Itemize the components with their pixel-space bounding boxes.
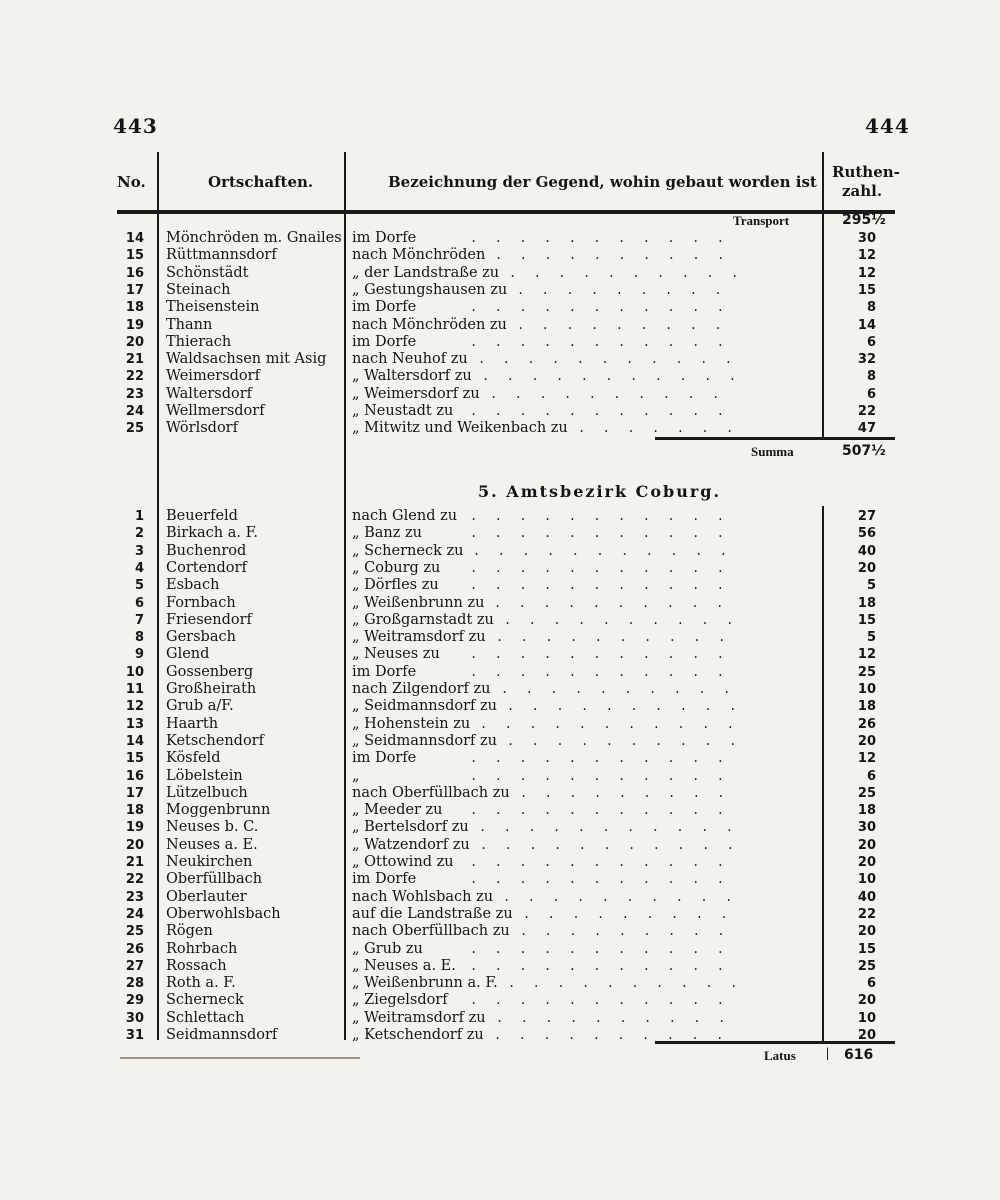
table-row [0,854,1000,871]
table-row [0,560,1000,577]
leader-dots: . . . . . . . . . . [494,1028,741,1042]
transport-value: 295½ [842,212,886,228]
leader-dots: . . . . . . . . . . [494,595,741,610]
leader-dots: . . . . . . . . . . . [470,231,742,245]
table-row [0,265,1000,282]
row-number: 18 [125,803,144,819]
place-name: Glend [166,646,210,663]
direction-text: nach Oberfüllbach zu [352,784,510,801]
place-name: Rossach [166,957,227,974]
rod-count: 8 [866,369,876,385]
direction-text: nach Wohlsbach zu [352,888,494,905]
table-row [0,664,1000,681]
leader-dots: . . . . . . . . . . [504,612,751,627]
row-number: 14 [125,231,144,246]
table-row [0,992,1000,1009]
leader-dots: . . . . . . . . . [517,317,740,332]
place-name: Rögen [166,923,213,940]
rod-count: 25 [857,785,876,801]
row-number: 13 [125,716,144,732]
table-row [0,889,1000,906]
rod-count: 26 [857,716,876,732]
rod-count: 14 [857,317,876,333]
row-number: 2 [134,526,144,542]
rod-count: 12 [857,265,876,281]
row-number: 3 [134,543,144,559]
rod-count: 20 [857,733,876,749]
table-row [0,768,1000,785]
place-name: Seidmannsdorf [166,1027,278,1043]
place-name: Wellmersdorf [166,403,265,419]
rod-count: 12 [857,751,876,767]
row-number: 23 [125,889,144,905]
place-name: Buchenrod [166,542,247,559]
leader-dots: . . . . . . . . . . [490,386,737,401]
row-number: 26 [125,941,144,957]
direction-text: im Dorfe [352,871,417,888]
rod-count: 27 [857,509,876,524]
leader-dots: . . . . . . . . . . . [480,716,752,731]
row-number: 25 [125,421,144,437]
table-row [0,403,1000,420]
leader-dots: . . . . . . . [578,421,751,436]
rod-count: 25 [857,958,876,974]
leader-dots: . . . . . . . . . . . [470,300,742,315]
row-number: 24 [125,906,144,922]
table-row [0,317,1000,334]
table-row [0,1027,1000,1044]
place-name: Moggenbrunn [166,802,271,819]
row-number: 21 [125,352,144,368]
table-row [0,612,1000,629]
table-row [0,750,1000,767]
place-name: Fornbach [166,594,236,611]
direction-text: nach Glend zu [352,508,458,524]
rod-count: 5 [866,578,876,594]
row-number: 31 [125,1028,144,1043]
direction-text: „ Weitramsdorf zu [352,629,486,646]
place-name: Schönstädt [166,264,249,281]
row-number: 14 [125,733,144,749]
row-number: 28 [125,976,144,992]
table-row [0,282,1000,299]
direction-text: „ Dörfles zu [352,577,439,594]
row-number: 4 [134,560,144,576]
latus-value: 616 [844,1047,874,1063]
leader-dots: . . . . . . . . . . . [470,751,742,766]
leader-dots: . . . . . . . . . . . [470,855,742,869]
leader-dots: . . . . . . . . . . . [478,352,750,367]
row-number: 11 [125,682,144,697]
table-row [0,1010,1000,1027]
table-row [0,420,1000,437]
table-row [0,334,1000,351]
leader-dots: . . . . . . . . . . . [470,404,742,418]
rod-count: 10 [857,872,876,888]
row-number: 22 [125,872,144,888]
place-name: Oberwohlsbach [166,905,281,922]
rod-count: 20 [857,1028,876,1043]
page-number-right: 444 [865,114,910,138]
direction-text: im Dorfe [352,299,417,316]
rod-count: 20 [857,924,876,940]
place-name: Steinach [166,281,231,298]
place-name: Esbach [166,577,220,594]
header-places: Ortschaften. [208,173,314,191]
leader-dots: . . . . . . . . . . . [470,560,742,575]
place-name: Weimersdorf [166,368,260,385]
direction-text: „ Waltersdorf zu [352,368,472,385]
rod-count: 15 [857,941,876,957]
row-number: 20 [125,334,144,350]
row-number: 12 [125,699,144,715]
bottom-rule [120,1057,360,1059]
place-name: Wörlsdorf [166,420,238,437]
row-number: 19 [125,317,144,333]
table-row [0,508,1000,525]
page-number-left: 443 [113,114,158,138]
leader-dots: . . . . . . . . . . . [470,509,742,523]
latus-separator: | [826,1046,830,1061]
place-name: Waldsachsen mit Asig [166,351,327,368]
rod-count: 6 [866,334,876,350]
row-number: 20 [125,837,144,853]
place-name: Schlettach [166,1009,245,1026]
place-name: Friesendorf [166,611,252,628]
direction-text: „ Neuses zu [352,646,440,663]
direction-text: nach Zilgendorf zu [352,681,491,697]
place-name: Birkach a. F. [166,525,258,542]
rod-count: 15 [857,282,876,298]
rod-count: 22 [857,906,876,922]
leader-dots: . . . . . . . . . . [508,976,755,991]
table-row [0,906,1000,923]
table-row [0,595,1000,612]
table-row [0,716,1000,733]
header-rods-line1: Ruthen- [832,163,900,181]
row-number: 17 [125,282,144,298]
row-number: 18 [125,300,144,316]
direction-text: „ Meeder zu [352,802,443,819]
leader-dots: . . . . . . . . . [517,282,740,297]
summa-value: 507½ [842,443,886,459]
leader-dots: . . . . . . . . . [520,924,743,939]
table-row [0,802,1000,819]
rod-count: 6 [866,768,876,784]
table-row [0,543,1000,560]
rod-count: 8 [866,300,876,316]
direction-text: im Dorfe [352,230,417,246]
table-row [0,386,1000,403]
leader-dots: . . . . . . . . . . . [470,941,742,956]
row-number: 9 [134,647,144,663]
rod-count: 10 [857,682,876,697]
table-row [0,837,1000,854]
direction-text: „ [352,767,360,784]
direction-text: nach Mönchröden zu [352,316,507,333]
rod-count: 18 [857,803,876,819]
summa-label: Summa [751,444,794,459]
row-number: 16 [125,768,144,784]
place-name: Scherneck [166,992,244,1009]
table-row [0,941,1000,958]
table-row [0,819,1000,836]
row-number: 16 [125,265,144,281]
row-number: 19 [125,820,144,836]
table-row [0,577,1000,594]
rod-count: 20 [857,855,876,870]
leader-dots: . . . . . . . . . . . [480,837,752,852]
direction-text: „ Scherneck zu [352,542,464,559]
rod-count: 30 [857,820,876,836]
direction-text: auf die Landstraße zu [352,905,513,922]
table-row [0,785,1000,802]
leader-dots: . . . . . . . . . . . [470,526,742,541]
leader-dots: . . . . . . . . . . . [473,543,745,558]
direction-text: „ Grub zu [352,940,423,957]
place-name: Cortendorf [166,559,247,576]
table-row [0,975,1000,992]
leader-dots: . . . . . . . . . . . [470,664,742,679]
direction-text: „ Bertelsdorf zu [352,819,469,836]
direction-text: „ Coburg zu [352,559,441,576]
table-row [0,525,1000,542]
table-row [0,351,1000,368]
place-name: Thann [166,316,213,333]
rod-count: 18 [857,699,876,715]
table-row [0,923,1000,940]
place-name: Ketschendorf [166,732,264,749]
direction-text: „ Neuses a. E. [352,957,456,974]
header-rods-line2: zahl. [842,182,883,200]
place-name: Neuses a. E. [166,836,258,853]
direction-text: „ Watzendorf zu [352,836,470,853]
leader-dots: . . . . . . . . . . [496,630,743,645]
leader-dots: . . . . . . . . . . . [482,369,754,384]
place-name: Mönchröden m. Gnailes [166,230,342,246]
place-name: Gersbach [166,629,236,646]
rod-count: 18 [857,595,876,611]
place-name: Neukirchen [166,854,253,870]
table-row [0,681,1000,698]
leader-dots: . . . . . . . . . . . [470,768,742,783]
rod-count: 20 [857,560,876,576]
section-heading: 5. Amtsbezirk Coburg. [478,482,722,501]
row-number: 15 [125,248,144,264]
table-row [0,646,1000,663]
place-name: Löbelstein [166,767,243,784]
rod-count: 10 [857,1010,876,1026]
place-name: Beuerfeld [166,508,238,524]
direction-text: „ Banz zu [352,525,422,542]
direction-text: „ Gestungshausen zu [352,281,508,298]
row-number: 7 [134,612,144,628]
leader-dots: . . . . . . . . . . [496,1010,743,1025]
direction-text: „ Hohenstein zu [352,715,471,732]
header-no: No. [117,173,146,191]
direction-text: „ Weißenbrunn a. F. [352,975,498,992]
leader-dots: . . . . . . . . . . [507,699,754,714]
rod-count: 56 [857,526,876,542]
table-row [0,698,1000,715]
direction-text: „ Weitramsdorf zu [352,1009,486,1026]
rod-count: 40 [857,543,876,559]
table-row [0,629,1000,646]
table-row [0,299,1000,316]
row-number: 21 [125,855,144,870]
row-number: 10 [125,664,144,680]
place-name: Gossenberg [166,663,254,680]
leader-dots: . . . . . . . . . . . [470,647,742,662]
rod-count: 22 [857,404,876,419]
rod-count: 30 [857,231,876,246]
direction-text: „ der Landstraße zu [352,264,500,281]
rod-count: 32 [857,352,876,368]
direction-text: nach Oberfüllbach zu [352,923,510,940]
rod-count: 25 [857,664,876,680]
row-number: 27 [125,958,144,974]
place-name: Rohrbach [166,940,238,957]
header-direction: Bezeichnung der Gegend, wohin gebaut worden ist [388,173,817,191]
leader-dots: . . . . . . . . . . . [470,958,742,973]
rod-count: 6 [866,976,876,992]
direction-text: im Dorfe [352,750,417,767]
direction-text: „ Großgarnstadt zu [352,611,494,628]
place-name: Oberfüllbach [166,871,263,888]
place-name: Rüttmannsdorf [166,247,277,264]
row-number: 29 [125,993,144,1009]
leader-dots: . . . . . . . . . . [509,265,756,280]
row-number: 15 [125,751,144,767]
leader-dots: . . . . . . . . . . [495,248,742,263]
direction-text: nach Mönchröden [352,247,486,264]
row-number: 1 [134,509,144,524]
leader-dots: . . . . . . . . . . . [479,820,751,835]
rod-count: 15 [857,612,876,628]
row-number: 25 [125,924,144,940]
latus-label: Latus [764,1048,796,1063]
row-number: 8 [134,630,144,646]
leader-dots: . . . . . . . . . . . [470,334,742,349]
table-row [0,958,1000,975]
place-name: Oberlauter [166,888,247,905]
place-name: Neuses b. C. [166,819,259,836]
leader-dots: . . . . . . . . . . . [470,993,742,1008]
rod-count: 5 [866,630,876,646]
direction-text: im Dorfe [352,663,417,680]
direction-text: „ Weißenbrunn zu [352,594,485,611]
table-row [0,368,1000,385]
leader-dots: . . . . . . . . . . [503,889,750,904]
rod-count: 20 [857,837,876,853]
direction-text: „ Seidmannsdorf zu [352,698,497,715]
rod-count: 47 [857,421,876,437]
direction-text: nach Neuhof zu [352,351,468,368]
direction-text: „ Ottowind zu [352,854,454,870]
direction-text: „ Ziegelsdorf [352,992,448,1009]
rod-count: 20 [857,993,876,1009]
table-row [0,247,1000,264]
leader-dots: . . . . . . . . . . [507,733,754,748]
row-number: 23 [125,386,144,402]
place-name: Waltersdorf [166,385,253,402]
row-number: 17 [125,785,144,801]
leader-dots: . . . . . . . . . . . [470,803,742,818]
rod-count: 12 [857,248,876,264]
rod-count: 12 [857,647,876,663]
place-name: Thierach [166,333,232,350]
rod-count: 6 [866,386,876,402]
table-row [0,871,1000,888]
row-number: 24 [125,404,144,419]
leader-dots: . . . . . . . . . . . [470,578,742,593]
leader-dots: . . . . . . . . . [520,785,743,800]
place-name: Großheirath [166,681,257,697]
direction-text: „ Seidmannsdorf zu [352,732,497,749]
direction-text: „ Ketschendorf zu [352,1027,484,1043]
table-row [0,230,1000,247]
place-name: Theisenstein [166,299,260,316]
leader-dots: . . . . . . . . . . . [470,872,742,887]
place-name: Grub a/F. [166,698,234,715]
row-number: 5 [134,578,144,594]
table-row [0,733,1000,750]
direction-text: „ Weimersdorf zu [352,385,480,402]
row-number: 30 [125,1010,144,1026]
leader-dots: . . . . . . . . . [523,906,746,921]
direction-text: „ Neustadt zu [352,403,454,419]
place-name: Kösfeld [166,750,221,767]
rod-count: 40 [857,889,876,905]
row-number: 6 [134,595,144,611]
place-name: Roth a. F. [166,975,236,992]
place-name: Lützelbuch [166,784,248,801]
direction-text: im Dorfe [352,333,417,350]
leader-dots: . . . . . . . . . . [501,682,748,696]
row-number: 22 [125,369,144,385]
direction-text: „ Mitwitz und Weikenbach zu [352,420,568,437]
place-name: Haarth [166,715,219,732]
transport-label: Transport [733,213,790,228]
